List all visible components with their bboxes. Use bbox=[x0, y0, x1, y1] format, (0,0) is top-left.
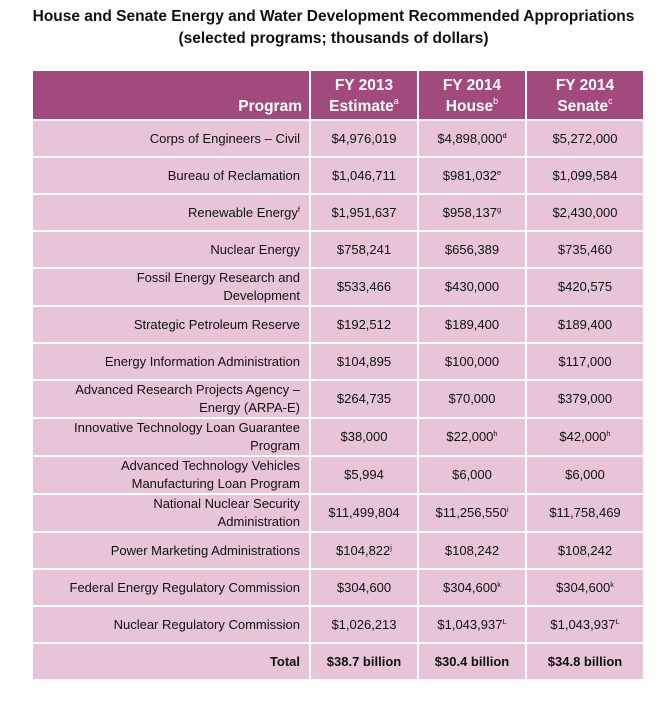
amount-value: $1,099,584 bbox=[552, 167, 618, 183]
fy2014-house-cell bbox=[418, 120, 526, 157]
fy2013-estimate-cell bbox=[310, 380, 418, 418]
total-fy2014-senate: $34.8 billion bbox=[526, 643, 643, 679]
program-name-cell bbox=[33, 194, 310, 231]
title-line-2: (selected programs; thousands of dollars) bbox=[178, 30, 489, 47]
program-name-line: Advanced Technology Vehicles bbox=[121, 458, 300, 473]
amount-value: $117,000 bbox=[558, 353, 612, 369]
footnote-marker: L bbox=[615, 616, 620, 626]
header-col-year: FY 2013 bbox=[334, 77, 394, 94]
program-name-cell bbox=[33, 456, 310, 494]
fy2014-house-cell bbox=[418, 306, 526, 343]
footnote-marker: c bbox=[608, 96, 613, 106]
amount-value: $1,043,937 bbox=[550, 616, 616, 632]
fy2013-estimate-cell bbox=[310, 268, 418, 306]
footnote-marker: d bbox=[502, 130, 507, 140]
amount-value: $430,000 bbox=[444, 279, 500, 294]
fy2014-house-cell bbox=[418, 532, 526, 569]
fy2014-senate-cell bbox=[526, 569, 643, 606]
fy2014-house-cell bbox=[418, 456, 526, 494]
footnote-marker: j bbox=[390, 542, 392, 552]
program-name-line: Program bbox=[250, 438, 300, 453]
fy2014-house-cell bbox=[418, 418, 526, 456]
amount-value: $1,043,937 bbox=[437, 616, 503, 632]
amount-value: $5,272,000 bbox=[552, 130, 618, 146]
header-fy2013-estimate bbox=[310, 71, 418, 120]
fy2014-senate-cell bbox=[526, 418, 643, 456]
fy2014-senate-cell bbox=[526, 268, 643, 306]
header-col-label: House bbox=[445, 98, 494, 115]
table-row bbox=[33, 606, 643, 643]
program-name-line: Strategic Petroleum Reserve bbox=[133, 316, 300, 332]
table-row bbox=[33, 569, 643, 606]
fy2014-senate-cell bbox=[526, 532, 643, 569]
amount-value: $104,822 bbox=[336, 542, 391, 558]
fy2014-senate-cell bbox=[526, 494, 643, 532]
amount-value: $1,046,711 bbox=[331, 167, 397, 183]
amount-value: $6,000 bbox=[452, 467, 492, 482]
fy2014-house-cell bbox=[418, 494, 526, 532]
table-row bbox=[33, 380, 643, 418]
table-row bbox=[33, 157, 643, 194]
total-label: Total bbox=[33, 643, 310, 679]
footnote-marker: L bbox=[502, 616, 507, 626]
table-row bbox=[33, 494, 643, 532]
amount-value: $5,994 bbox=[344, 467, 384, 482]
program-name-cell bbox=[33, 157, 310, 194]
table-row bbox=[33, 418, 643, 456]
footnote-marker: f bbox=[297, 204, 300, 214]
total-row bbox=[33, 643, 643, 679]
amount-value: $1,026,213 bbox=[331, 616, 397, 632]
footnote-marker: e bbox=[497, 167, 502, 177]
program-name-line: Manufacturing Loan Program bbox=[131, 476, 300, 491]
header-program: Program bbox=[33, 71, 310, 120]
amount-value: $22,000 bbox=[446, 429, 494, 444]
fy2014-senate-cell bbox=[526, 343, 643, 380]
fy2014-senate-cell bbox=[526, 306, 643, 343]
footnote-marker: h bbox=[606, 429, 611, 438]
program-name-line: Renewable Energy bbox=[188, 204, 298, 220]
program-name-line: Innovative Technology Loan Guarantee bbox=[74, 420, 300, 435]
program-name-line: Development bbox=[223, 288, 300, 303]
fy2014-house-cell bbox=[418, 194, 526, 231]
program-name-cell bbox=[33, 231, 310, 268]
program-name-cell bbox=[33, 268, 310, 306]
amount-value: $70,000 bbox=[448, 391, 496, 406]
program-name-line: Energy Information Administration bbox=[104, 353, 300, 369]
program-name-line: Bureau of Reclamation bbox=[167, 167, 300, 183]
program-name-line: Nuclear Energy bbox=[210, 241, 300, 257]
fy2014-senate-cell bbox=[526, 456, 643, 494]
program-name-line: Power Marketing Administrations bbox=[110, 542, 300, 558]
footnote-marker: i bbox=[506, 505, 509, 514]
fy2014-house-cell bbox=[418, 268, 526, 306]
title-line-1: House and Senate Energy and Water Development Recommended Appropriations bbox=[32, 8, 635, 25]
fy2014-house-cell bbox=[418, 569, 526, 606]
amount-value: $304,600 bbox=[443, 579, 498, 595]
amount-value: $656,389 bbox=[444, 241, 500, 257]
fy2013-estimate-cell bbox=[310, 418, 418, 456]
header-row bbox=[33, 71, 643, 120]
program-name-line: National Nuclear Security bbox=[153, 496, 300, 511]
header-col-label: Senate bbox=[557, 98, 609, 115]
program-name-line: Advanced Research Projects Agency – bbox=[75, 382, 300, 397]
fy2014-house-cell bbox=[418, 231, 526, 268]
amount-value: $379,000 bbox=[557, 391, 613, 406]
table-title bbox=[0, 6, 667, 50]
footnote-marker: h bbox=[493, 429, 498, 438]
appropriations-table bbox=[33, 71, 643, 679]
amount-value: $192,512 bbox=[336, 316, 392, 332]
table-row bbox=[33, 532, 643, 569]
total-fy2013: $38.7 billion bbox=[310, 643, 418, 679]
amount-value: $420,575 bbox=[557, 279, 613, 294]
program-name-line: Corps of Engineers – Civil bbox=[149, 130, 300, 146]
amount-value: $11,256,550 bbox=[435, 505, 507, 520]
amount-value: $304,600 bbox=[336, 579, 392, 595]
program-name-cell bbox=[33, 569, 310, 606]
amount-value: $533,466 bbox=[336, 279, 392, 294]
program-name-line: Administration bbox=[217, 514, 300, 529]
amount-value: $6,000 bbox=[565, 467, 605, 482]
amount-value: $38,000 bbox=[340, 429, 388, 444]
fy2013-estimate-cell bbox=[310, 306, 418, 343]
amount-value: $42,000 bbox=[559, 429, 607, 444]
program-name-cell bbox=[33, 606, 310, 643]
fy2014-senate-cell bbox=[526, 380, 643, 418]
fy2014-senate-cell bbox=[526, 157, 643, 194]
amount-value: $100,000 bbox=[444, 353, 500, 369]
amount-value: $104,895 bbox=[336, 353, 392, 369]
fy2014-house-cell bbox=[418, 343, 526, 380]
fy2013-estimate-cell bbox=[310, 157, 418, 194]
fy2013-estimate-cell bbox=[310, 231, 418, 268]
program-name-line: Federal Energy Regulatory Commission bbox=[69, 579, 300, 595]
fy2013-estimate-cell bbox=[310, 456, 418, 494]
program-name-cell bbox=[33, 343, 310, 380]
amount-value: $11,499,804 bbox=[328, 505, 400, 520]
amount-value: $1,951,637 bbox=[331, 204, 397, 220]
table-row bbox=[33, 268, 643, 306]
table-row bbox=[33, 231, 643, 268]
fy2013-estimate-cell bbox=[310, 194, 418, 231]
amount-value: $304,600 bbox=[556, 579, 611, 595]
amount-value: $108,242 bbox=[444, 542, 500, 558]
footnote-marker: a bbox=[393, 96, 399, 106]
footnote-marker: g bbox=[497, 204, 502, 214]
table-row bbox=[33, 343, 643, 380]
fy2014-house-cell bbox=[418, 380, 526, 418]
table-row bbox=[33, 120, 643, 157]
header-col-label: Estimate bbox=[329, 98, 394, 115]
table-row bbox=[33, 456, 643, 494]
program-name-cell bbox=[33, 306, 310, 343]
footnote-marker: k bbox=[497, 579, 501, 589]
fy2014-senate-cell bbox=[526, 606, 643, 643]
header-col-year: FY 2014 bbox=[555, 77, 615, 94]
amount-value: $108,242 bbox=[557, 542, 613, 558]
fy2013-estimate-cell bbox=[310, 343, 418, 380]
amount-value: $189,400 bbox=[557, 316, 613, 332]
header-fy2014-senate bbox=[526, 71, 643, 120]
program-name-cell bbox=[33, 120, 310, 157]
footnote-marker: k bbox=[610, 579, 614, 589]
header-fy2014-house bbox=[418, 71, 526, 120]
amount-value: $189,400 bbox=[444, 316, 500, 332]
amount-value: $4,898,000 bbox=[437, 130, 503, 146]
program-name-line: Nuclear Regulatory Commission bbox=[113, 616, 300, 632]
footnote-marker: b bbox=[493, 96, 499, 106]
amount-value: $4,976,019 bbox=[331, 130, 397, 146]
program-name-cell bbox=[33, 494, 310, 532]
amount-value: $981,032 bbox=[442, 167, 498, 183]
program-name-cell bbox=[33, 418, 310, 456]
amount-value: $264,735 bbox=[336, 391, 392, 406]
amount-value: $2,430,000 bbox=[552, 204, 618, 220]
fy2014-senate-cell bbox=[526, 231, 643, 268]
program-name-cell bbox=[33, 532, 310, 569]
table-row bbox=[33, 194, 643, 231]
fy2014-senate-cell bbox=[526, 194, 643, 231]
amount-value: $735,460 bbox=[557, 241, 613, 257]
fy2013-estimate-cell bbox=[310, 532, 418, 569]
fy2013-estimate-cell bbox=[310, 120, 418, 157]
fy2014-senate-cell bbox=[526, 120, 643, 157]
fy2013-estimate-cell bbox=[310, 494, 418, 532]
total-fy2014-house: $30.4 billion bbox=[418, 643, 526, 679]
header-col-year: FY 2014 bbox=[442, 77, 502, 94]
table-row bbox=[33, 306, 643, 343]
table-body bbox=[33, 120, 643, 679]
fy2014-house-cell bbox=[418, 606, 526, 643]
program-name-cell bbox=[33, 380, 310, 418]
amount-value: $758,241 bbox=[336, 241, 392, 257]
fy2013-estimate-cell bbox=[310, 606, 418, 643]
fy2013-estimate-cell bbox=[310, 569, 418, 606]
program-name-line: Fossil Energy Research and bbox=[136, 270, 300, 285]
amount-value: $958,137 bbox=[442, 204, 498, 220]
fy2014-house-cell bbox=[418, 157, 526, 194]
program-name-line: Energy (ARPA-E) bbox=[199, 400, 300, 415]
amount-value: $11,758,469 bbox=[549, 505, 621, 520]
